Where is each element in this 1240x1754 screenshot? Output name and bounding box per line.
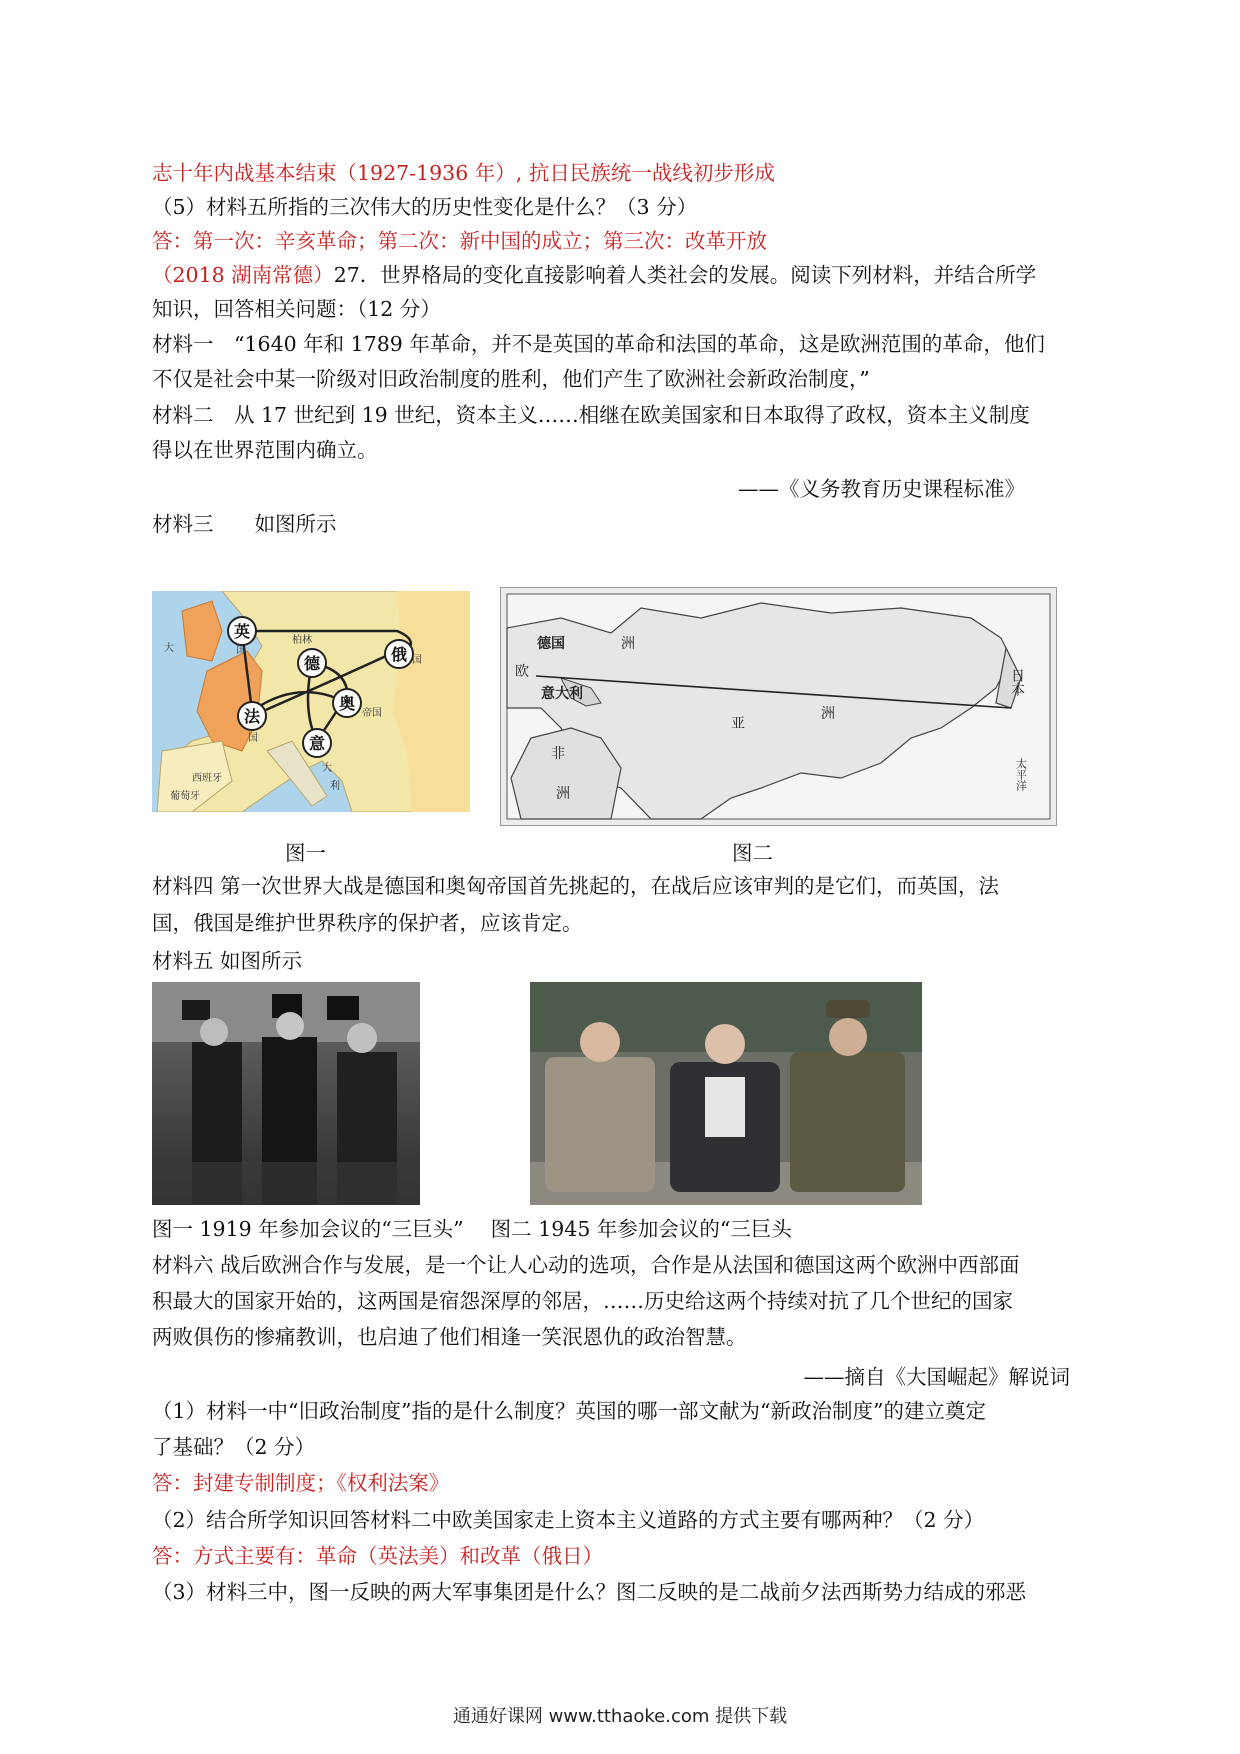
map1-label-3: 国 [248,733,258,744]
photo-captions: 图一 1919 年参加会议的“三巨头” 图二 1945 年参加会议的“三巨头 [152,1217,792,1241]
map2-label-1: 洲 [621,636,635,652]
question-5: （5）材料五所指的三次伟大的历史性变化是什么？（3 分） [152,195,698,219]
map2-label-3: 洲 [821,706,835,722]
map1-node-russia: 俄 [390,645,408,664]
material-1-line-1: 材料一 “1640 年和 1789 年革命，并不是英国的革命和法国的革命，这是欧洲范围的革命，他们 [152,332,1045,356]
answer-line-prev: 志十年内战基本结束（1927-1936 年）, 抗日民族统一战线初步形成 [152,161,775,185]
material-3-header: 材料三 如图所示 [152,512,337,536]
map1-label-8: 利 [330,781,340,792]
map1-label-7: 大 [322,763,332,774]
map1-node-france: 法 [243,707,261,726]
question-27-intro: 27．世界格局的变化直接影响着人类社会的发展。阅读下列材料，并结合所学 [333,263,1037,287]
map2-label-0: 欧 [515,664,529,680]
europe-alliance-map [152,591,470,812]
map1-label-5: 西班牙 [192,773,222,784]
map2-label-4: 非 [551,746,565,762]
map1-label-4: 帝国 [362,708,382,719]
map2-label-japan: 日本 [1009,668,1025,696]
map2-caption: 图二 [732,841,773,865]
map1-label-6: 葡萄牙 [170,791,200,802]
answer-5: 答：第一次：辛亥革命；第二次：新中国的成立；第三次：改革开放 [152,229,767,253]
material-6-line-1: 材料六 战后欧洲合作与发展，是一个让人心动的选项，合作是从法国和德国这两个欧洲中西部面 [152,1253,1020,1277]
map1-caption: 图一 [285,841,326,865]
question-27-header [152,260,1036,290]
answer-2: 答：方式主要有：革命（英法美）和改革（俄日） [152,1544,603,1568]
map1-node-britain: 英 [233,622,251,641]
photo-1919-svg [152,982,420,1205]
europe-alliance-map-svg [152,591,470,812]
question-source: （2018 湖南常德） [152,263,334,287]
axis-powers-map-svg [501,588,1056,825]
map1-label-9: 柏林 [292,635,312,646]
question-1-line-1: （1）材料一中“旧政治制度”指的是什么制度？英国的哪一部文献为“新政治制度”的建立奠定 [152,1399,986,1423]
map2-label-2: 亚 [731,716,745,732]
material-5-header: 材料五 如图所示 [152,949,303,973]
material-2-line-1: 材料二 从 17 世纪到 19 世纪，资本主义……相继在欧美国家和日本取得了政权，资本主义制度 [152,403,1030,427]
map1-label-1: 国 [412,655,422,666]
material-2-line-2: 得以在世界范围内确立。 [152,438,378,462]
photo-1945-big-three [530,982,922,1205]
map1-node-germany: 德 [303,654,321,673]
material-2-source: ——《义务教育历史课程标准》 [738,477,1025,501]
map1-node-austria: 奥 [338,694,356,713]
answer-1: 答：封建专制制度；《权利法案》 [152,1471,450,1495]
material-6-line-2: 积最大的国家开始的，这两国是宿怨深厚的邻居，……历史给这两个持续对抗了几个世纪的国家 [152,1289,1013,1313]
axis-powers-map [500,587,1057,826]
material-4-line-2: 国，俄国是维护世界秩序的保护者，应该肯定。 [152,911,583,935]
map2-label-italy: 意大利 [541,686,583,702]
map2-label-pacific: 太平洋 [1014,758,1028,791]
question-2: （2）结合所学知识回答材料二中欧美国家走上资本主义道路的方式主要有哪两种？（2 分） [152,1508,985,1532]
question-1-line-2: 了基础？（2 分） [152,1435,316,1459]
question-3-line-1: （3）材料三中，图一反映的两大军事集团是什么？图二反映的是二战前夕法西斯势力结成的邪恶 [152,1580,1027,1604]
page-footer: 通通好课网 www.tthaoke.com 提供下载 [452,1706,788,1727]
map1-node-italy: 意 [308,734,326,753]
question-27-intro-cont: 知识，回答相关问题：（12 分） [152,297,441,321]
map1-label-0: 大 [164,643,174,654]
material-6-line-3: 两败俱伤的惨痛教训，也启迪了他们相逢一笑泯恩仇的政治智慧。 [152,1325,747,1349]
map2-label-germany: 德国 [537,636,565,652]
photo-1919-big-three [152,982,420,1205]
material-4-line-1: 材料四 第一次世界大战是德国和奥匈帝国首先挑起的，在战后应该审判的是它们，而英国，法 [152,874,1000,898]
material-1-line-2: 不仅是社会中某一阶级对旧政治制度的胜利，他们产生了欧洲社会新政治制度，” [152,367,870,391]
map2-label-5: 洲 [556,786,570,802]
map1-label-2: 国 [236,645,246,656]
photo-1945-svg [530,982,922,1205]
material-6-source: ——摘自《大国崛起》解说词 [803,1365,1070,1389]
